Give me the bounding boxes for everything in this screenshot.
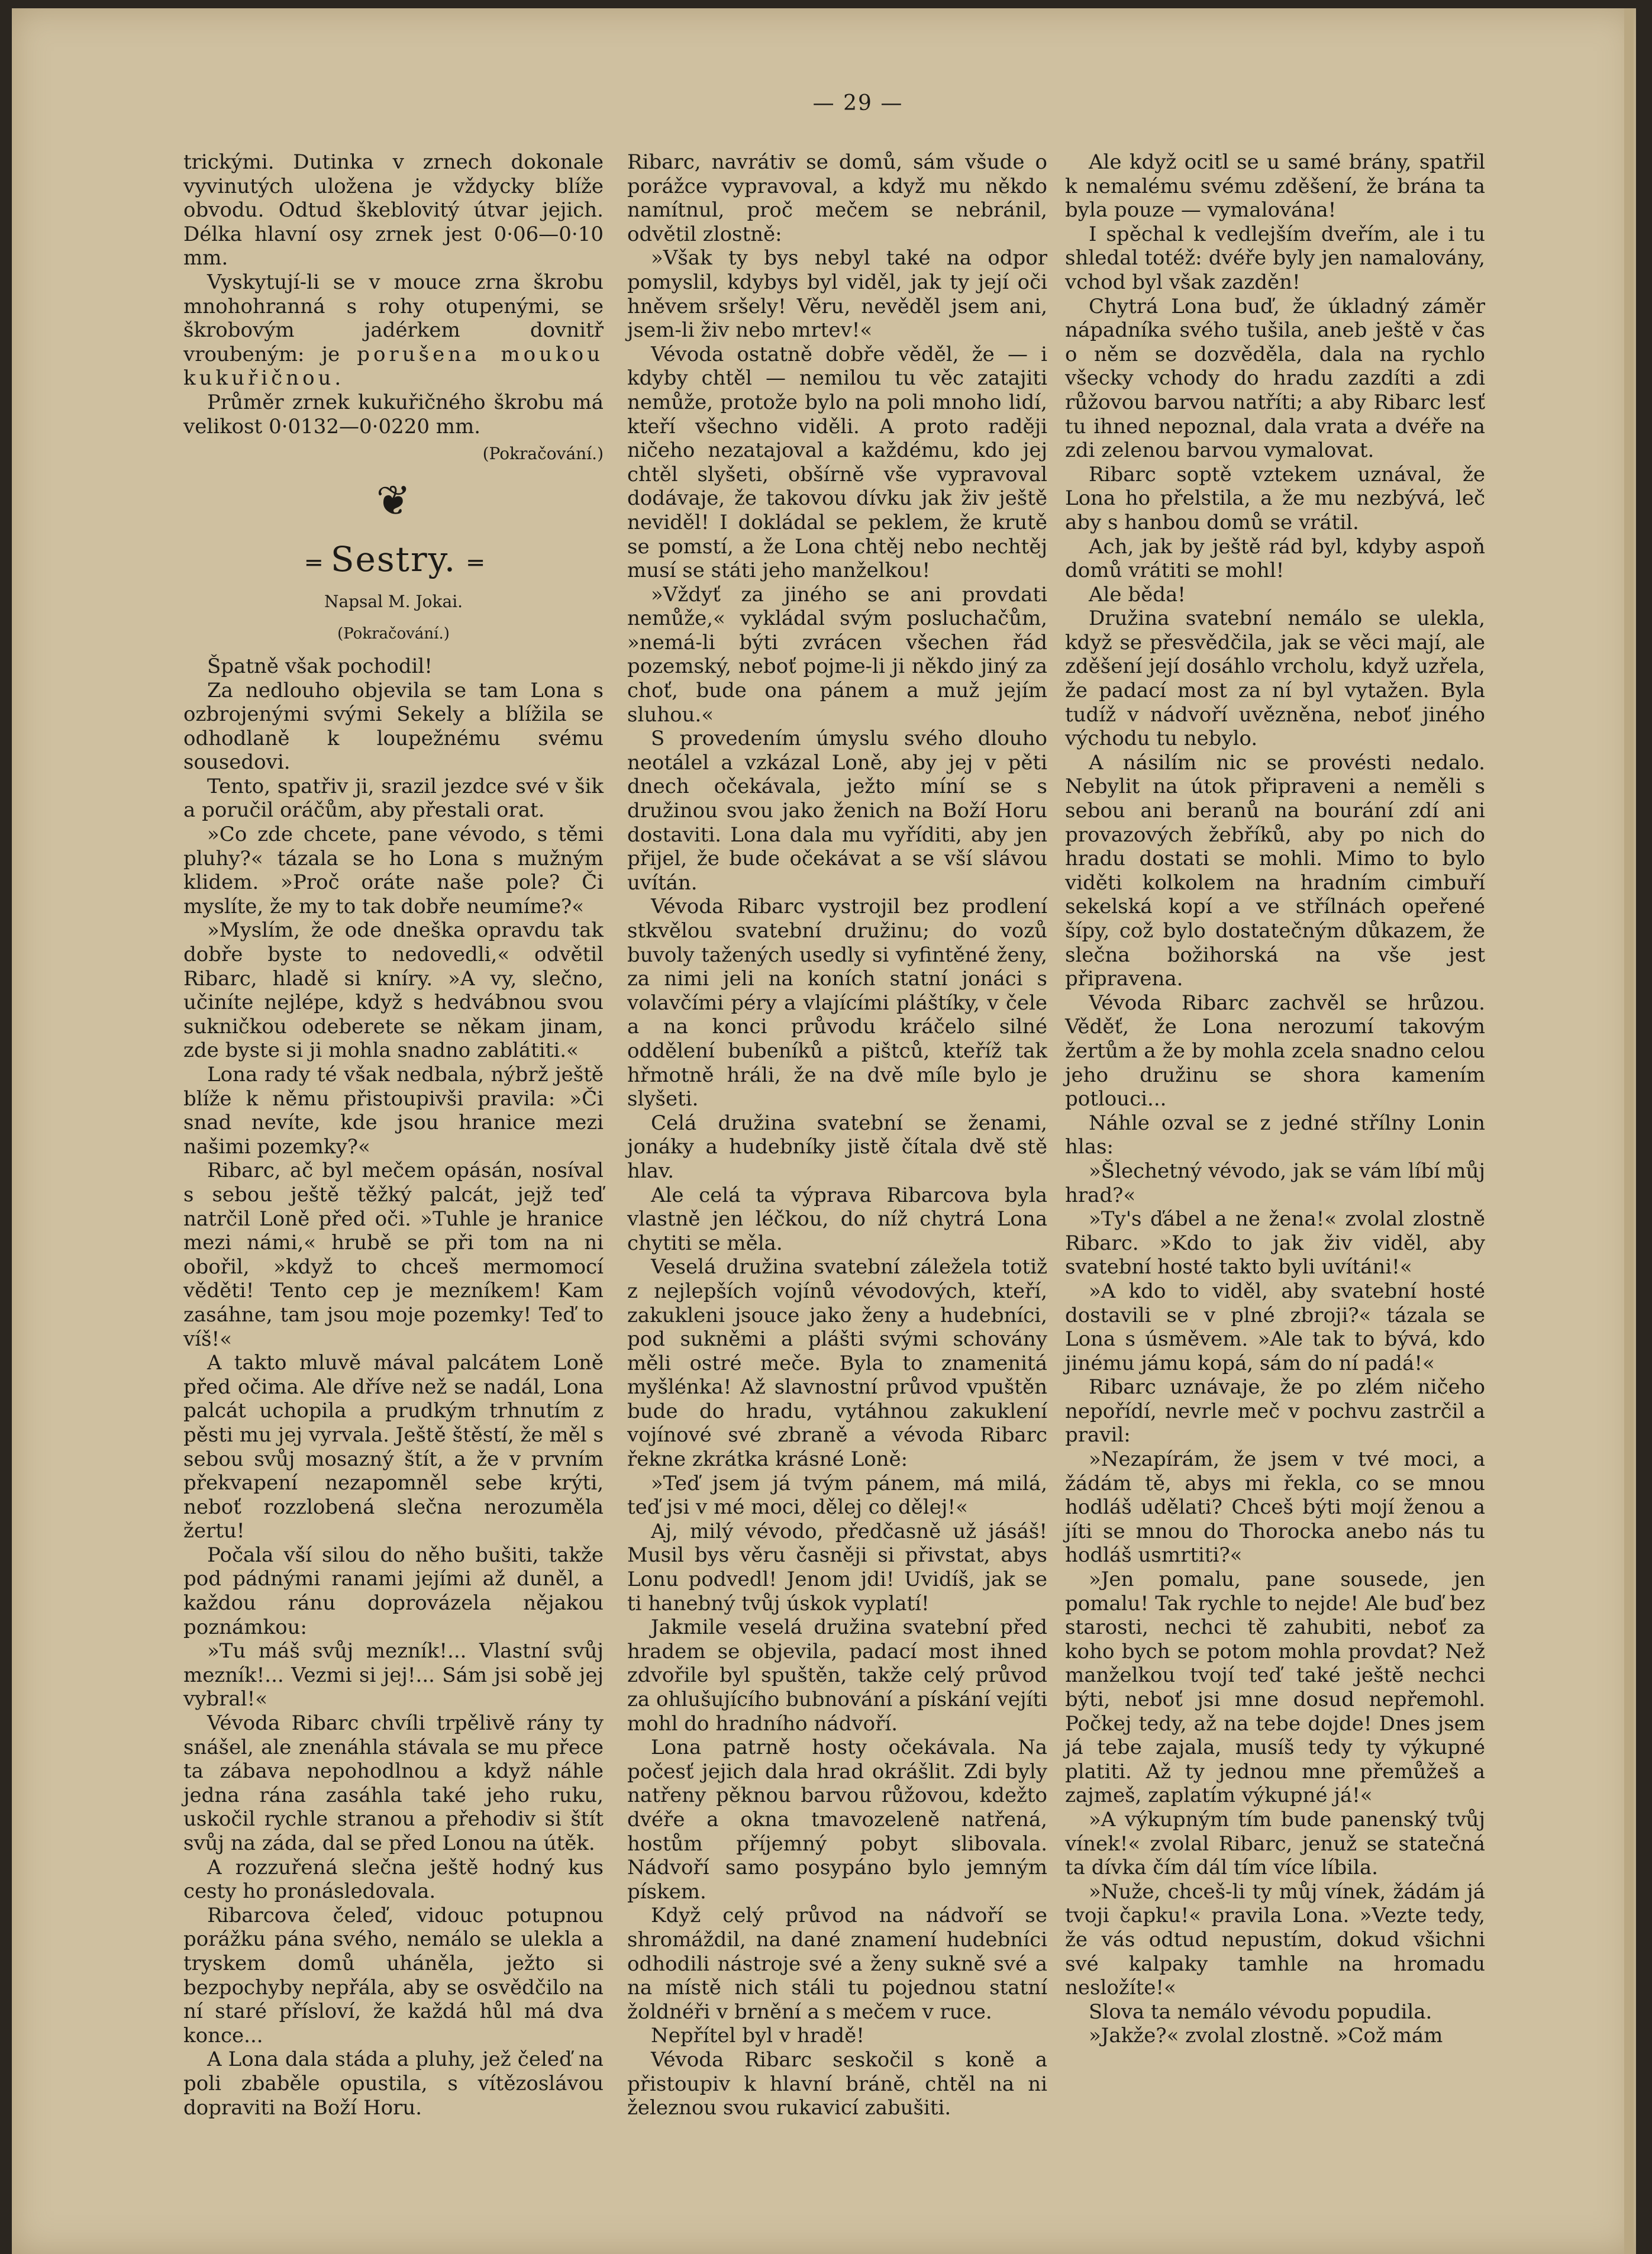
title-flourish-right-icon: ═ [468, 549, 480, 577]
emphasis-text: porušena moukou kukuřičnou. [183, 342, 604, 391]
paragraph: Slova ta nemálo vévodu popudila. [1089, 2000, 1432, 2024]
page-edge-band [1624, 8, 1634, 2254]
paragraph: »Nuže, chceš-li ty můj vínek, žádám já tvoji čapku!« pravila Lona. »Vezte tedy, že vás odtud nepustím, dokud všichni své kalpaky tamhle na hromadu nesložíte!« [1065, 1879, 1485, 2000]
paragraph: Náhle ozval se z jedné střílny Lonin hlas: [1065, 1111, 1485, 1159]
paragraph: Lona patrně hosty očekávala. Na počesť jejich dala hrad okrášlit. Zdi byly natřeny pěknou barvou růžovou, kdežto dvéře a okna tmavozeleně natřená, hostům příjemný pobyt slibovala. Nádvoří samo posypáno bylo jemným pískem. [627, 1736, 1047, 1904]
paragraph: Špatně však pochodil! [207, 654, 433, 678]
paragraph: A rozzuřená slečna ještě hodný kus cesty ho pronásledovala. [183, 1855, 604, 1904]
author-name: M. Jokai. [388, 591, 463, 611]
continuation-note: (Pokračování.) [337, 625, 450, 643]
story-title [183, 538, 604, 584]
paragraph: »Nezapírám, že jsem v tvé moci, a žádám tě, abys mi řekla, co se mnou hodláš udělati? Chceš býti mojí ženou a jíti se mnou do Thorocka anebo nás tu hodláš usmrtiti?« [1065, 1447, 1485, 1568]
paragraph [183, 270, 604, 391]
paragraph: Průměr zrnek kukuřičného škrobu má velikost 0·0132—0·0220 mm. [183, 390, 604, 438]
paragraph: Nepřítel byl v hradě! [651, 2024, 864, 2048]
story-title-text: Sestry. [330, 538, 457, 579]
paragraph: Ale celá ta výprava Ribarcova byla vlastně jen léčkou, do níž chytrá Lona chytiti se měla. [627, 1183, 1047, 1255]
paragraph: Tento, spatřiv ji, srazil jezdce své v šik a poručil oráčům, aby přestali orat. [183, 774, 604, 823]
paragraph: »Jen pomalu, pane sousede, jen pomalu! Tak rychle to nejde! Ale buď bez starosti, nechci tě zahubiti, neboť za koho bych se potom mohla provdat? Než manželkou tvojí teď také ještě nechci býti, neboť jsi mne dosud nepřemohl. Počkej tedy, až na tebe dojde! Dnes jsem já tebe zajala, musíš tedy ty výkupné platiti. Až ty jednou mne přemůžeš a zajmeš, zaplatím výkupné já!« [1065, 1568, 1485, 1808]
paragraph: »Myslím, že ode dneška opravdu tak dobře byste to nedovedli,« odvětil Ribarc, hladě si kníry. »A vy, slečno, učiníte nejlépe, když s hedvábnou svou sukničkou odeberete se někam jinam, zde byste si ji mohla snadno zablátiti.« [183, 918, 604, 1063]
paragraph: S provedením úmyslu svého dlouho neotálel a vzkázal Loně, aby jej v pěti dnech očekávala, ježto míní se s družinou svou jako ženich na Boží Horu dostaviti. Lona dala mu vyříditi, aby jen přijel, že bude očekávat a se vší slávou uvítán. [627, 727, 1047, 895]
story-text [183, 654, 604, 2120]
paragraph: Aj, milý vévodo, předčasně už jásáš! Musil bys věru časněji si přivstat, abys Lonu podvedl! Jenom jdi! Uvidíš, jak se ti hanebný tvůj úskok vyplatí! [627, 1519, 1047, 1615]
paragraph: I spěchal k vedlejším dveřím, ale i tu shledal totéž: dvéře byly jen namalovány, vchod byl však zazděn! [1065, 222, 1485, 294]
paragraph: »Ty's ďábel a ne žena!« zvolal zlostně Ribarc. »Kdo to jak živ viděl, aby svatební hosté takto byli uvítáni!« [1065, 1207, 1485, 1279]
paragraph: »A kdo to viděl, aby svatební hosté dostavili se v plné zbroji?« tázala se Lona s úsměvem. »Ale tak to bývá, kdo jinému jámu kopá, sám do ní padá!« [1065, 1279, 1485, 1375]
paragraph: Družina svatební nemálo se ulekla, když se přesvědčila, jak se věci mají, ale zděšení její dosáhlo vrcholu, když uzřela, že padací most za ní byl vytažen. Byla tudíž v nádvoří uvězněna, neboť jiného východu tu nebylo. [1065, 607, 1485, 751]
paragraph: Ale běda! [1089, 582, 1186, 607]
paragraph: Když celý průvod na nádvoří se shromáždil, na dané znamení hudebníci odhodili nástroje své a ženy sukně své a na místě nich stáli tu pojednou statní žoldnéři v brnění a s mečem v ruce. [627, 1904, 1047, 2024]
column-right [1065, 150, 1485, 2048]
paragraph: Počala vší silou do něho bušiti, takže pod pádnými ranami jejími až duněl, a každou ránu doprovázela nějakou poznámkou: [183, 1543, 604, 1639]
byline [183, 590, 604, 614]
title-flourish-left-icon: ═ [306, 549, 319, 577]
paragraph: Vévoda Ribarc seskočil s koně a přistoupiv k hlavní bráně, chtěl na ni železnou svou rukavicí zabušiti. [627, 2047, 1047, 2120]
paragraph-text: Vyskytují-li se v mouce zrna škrobu mnohohranná s rohy otupenými, se škrobovým jadérkem dovnitř vroubeným: je [183, 270, 604, 366]
byline-prefix: Napsal [324, 591, 383, 611]
paragraph: Veselá družina svatební záležela totiž z nejlepších vojínů vévodových, kteří, zakukleni jsouce jako ženy a hudebníci, pod sukněmi a plášti svými schovány měli ostré meče. Byla to znamenitá myšlénka! Až slavnostní průvod vpuštěn bude do hradu, vytáhnou zakuklení vojínové své zbraně a vévoda Ribarc řekne zkrátka krásné Loně: [627, 1255, 1047, 1472]
paragraph: Ribarc, navrátiv se domů, sám všude o porážce vypravoval, a když mu někdo namítnul, proč mečem se nebránil, odvětil zlostně: [627, 150, 1047, 246]
paragraph: Jakmile veselá družina svatební před hradem se objevila, padací most ihned zdvořile byl spuštěn, takže celý průvod za ohlušujícího bubnování a pískání vejíti mohl do hradního nádvoří. [627, 1615, 1047, 1736]
paragraph: »Tu máš svůj mezník!... Vlastní svůj mezník!... Vezmi si jej!... Sám jsi sobě jej vybral!« [183, 1639, 604, 1711]
paragraph: »Šlechetný vévodo, jak se vám líbí můj hrad?« [1065, 1159, 1485, 1207]
paragraph: »Teď jsem já tvým pánem, má milá, teď jsi v mé moci, dělej co dělej!« [627, 1471, 1047, 1520]
continuation-note: (Pokračování.) [482, 444, 604, 464]
paragraph: Ribarc uznávaje, že po zlém ničeho nepořídí, nevrle meč v pochvu zastrčil a pravil: [1065, 1375, 1485, 1447]
paragraph: Vévoda Ribarc zachvěl se hrůzou. Věděť, že Lona nerozumí takovým žertům a že by mohla zcela snadno celou jeho družinu se shora kamením potlouci... [1065, 991, 1485, 1111]
paragraph: Ribarc, ač byl mečem opásán, nosíval s sebou ještě těžký palcát, jejž teď natrčil Loně před oči. »Tuhle je hranice mezi námi,« hrubě se při tom na ni obořil, »když to chceš mermomocí věděti! Tento cep je mezníkem! Kam zasáhne, tam jsou moje pozemky! Teď to víš!« [183, 1159, 604, 1351]
paragraph: Ribarcova čeleď, vidouc potupnou porážku pána svého, nemálo se ulekla a tryskem domů uháněla, ježto si bezpochyby nepřála, aby se osvědčilo na ní staré přísloví, že každá hůl má dva konce... [183, 1903, 604, 2047]
newspaper-page [12, 8, 1636, 2254]
paragraph: Chytrá Lona buď, že úkladný záměr nápadníka svého tušila, aneb ještě v čas o něm se dozvěděla, dala na rychlo všecky vchody do hradu zazdíti a zdi růžovou barvou natříti; a aby Ribarc lesť tu ihned nepoznal, dala vrata a dvéře na zdi zelenou barvou vymalovat. [1065, 294, 1485, 463]
paragraph: »Jakže?« zvolal zlostně. »Což mám [1089, 2024, 1443, 2048]
paragraph: A násilím nic se provésti nedalo. Nebylit na útok připraveni a neměli s sebou ani beranů na bourání zdí ani provazových žebříků, aby po nich do hradu dostati se mohli. Mimo to bylo viděti kolkolem na hradním cimbuří sekelská kopí a ve střílnách opeřené šípy, což bylo dostatečným důkazem, že slečna božihorská na vše jest připravena. [1065, 750, 1485, 991]
paragraph: »Však ty bys nebyl také na odpor pomyslil, kdybys byl viděl, jak ty její oči hněvem sršely! Věru, nevěděl jsem ani, jsem-li živ nebo mrtev!« [627, 246, 1047, 343]
paragraph: Ribarc soptě vztekem uznával, že Lona ho přelstila, a že mu nezbývá, leč aby s hanbou domů se vrátil. [1065, 462, 1485, 534]
paragraph: Vévoda Ribarc chvíli trpělivě rány ty snášel, ale znenáhla stávala se mu přece ta zábava nepohodlnou a když náhle jedna rána zasáhla také jeho ruku, uskočil rychle stranou a přehodiv si štít svůj na záda, dal se před Lonou na útěk. [183, 1711, 604, 1855]
paragraph: »A výkupným tím bude panenský tvůj vínek!« zvolal Ribarc, jenuž se statečná ta dívka čím dál tím více líbila. [1065, 1807, 1485, 1880]
paragraph: A takto mluvě mával palcátem Loně před očima. Ale dříve než se nadál, Lona palcát uchopila a prudkým trhnutím z pěsti mu jej vyrvala. Ještě štěstí, že měl s sebou svůj mosazný štít, a že v prvním překvapení nezapomněl sebe krýti, neboť rozzlobená slečna nerozuměla žertu! [183, 1351, 604, 1543]
paragraph: »Vždyť za jiného se ani provdati nemůže,« vykládal svým posluchačům, »nemá-li býti zvrácen všechen řád pozemský, neboť pojme-li ji někdo jiný za choť, bude ona pánem a muž jejím sluhou.« [627, 582, 1047, 727]
page-number: — 29 — [812, 91, 904, 115]
ornament-icon: ❦ [376, 476, 411, 525]
paragraph: Ach, jak by ještě rád byl, kdyby aspoň domů vrátiti se mohl! [1065, 534, 1485, 583]
paragraph: Vévoda ostatně dobře věděl, že — i kdyby chtěl — nemilou tu věc zatajiti nemůže, protože bylo na poli mnoho lidí, kteří všechno viděli. A proto raději ničeho nezatajoval a každému, kdo jej chtěl slyšeti, obšírně vše vypravoval dodávaje, že takovou dívku jak živ ještě neviděl! I dokládal se peklem, že krutě se pomstí, a že Lona chtěj nebo nechtěj musí se státi jeho manželkou! [627, 342, 1047, 583]
paragraph: A Lona dala stáda a pluhy, jež čeleď na poli zbaběle opustila, s vítězoslávou dopraviti na Boží Horu. [183, 2047, 604, 2120]
paragraph: Za nedlouho objevila se tam Lona s ozbrojenými svými Sekely a blížila se odhodlaně k loupežnému svému sousedovi. [183, 678, 604, 775]
paragraph: Ale když ocitl se u samé brány, spatřil k nemalému svému zděšení, že brána ta byla pouze — vymalována! [1065, 150, 1485, 223]
paragraph: »Co zde chcete, pane vévodo, s těmi pluhy?« tázala se ho Lona s mužným klidem. »Proč oráte naše pole? Či myslíte, že my to tak dobře neumíme?« [183, 823, 604, 918]
paragraph: Celá družina svatební se ženami, jonáky a hudebníky jistě čítala dvě stě hlav. [627, 1111, 1047, 1183]
column-middle [627, 150, 1047, 2120]
paragraph: Vévoda Ribarc vystrojil bez prodlení stkvělou svatební družinu; do vozů buvoly tažených usedly si vyfintěné ženy, za nimi jeli na koních statní jonáci s volavčími péry a vlajícími pláštíky, v čele a na konci průvodu kráčelo silné oddělení bubeníků a pištců, kteříž tak hřmotně hráli, že na dvě míle bylo je slyšeti. [627, 895, 1047, 1111]
paragraph: Lona rady té však nedbala, nýbrž ještě blíže k němu přistoupivši pravila: »Či snad nevíte, kde jsou hranice mezi našimi pozemky?« [183, 1063, 604, 1159]
column-left [183, 150, 604, 2120]
paragraph: trickými. Dutinka v zrnech dokonale vyvinutých uložena je vždycky blíže obvodu. Odtud škeblovitý útvar jejich. Délka hlavní osy zrnek jest 0·06—0·10 mm. [183, 150, 604, 270]
